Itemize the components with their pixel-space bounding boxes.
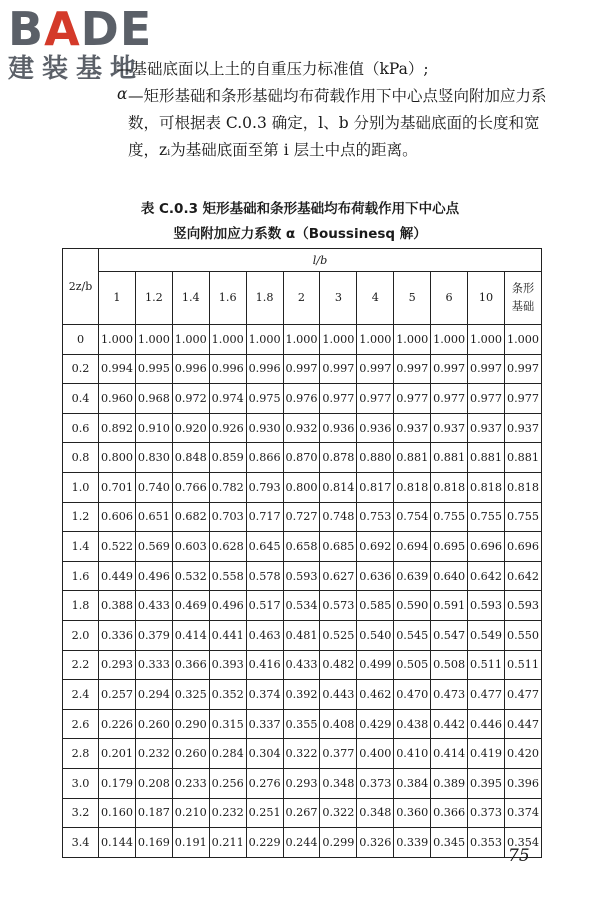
table-cell: 0.627 — [320, 561, 357, 591]
row-label: 2.0 — [63, 620, 99, 650]
table-cell: 0.257 — [99, 680, 136, 710]
table-cell: 0.639 — [394, 561, 431, 591]
table-cell: 0.818 — [504, 472, 541, 502]
table-cell: 0.755 — [504, 502, 541, 532]
table-cell: 0.294 — [135, 680, 172, 710]
column-header: 2 — [283, 272, 320, 325]
table-cell: 0.782 — [209, 472, 246, 502]
table-cell: 0.187 — [135, 798, 172, 828]
table-cell: 0.211 — [209, 828, 246, 858]
table-cell: 0.591 — [431, 591, 468, 621]
table-cell: 0.469 — [172, 591, 209, 621]
table-cell: 0.179 — [99, 768, 136, 798]
table-cell: 0.997 — [357, 354, 394, 384]
table-cell: 0.384 — [394, 768, 431, 798]
column-header: 6 — [431, 272, 468, 325]
row-label: 0.8 — [63, 443, 99, 473]
table-cell: 0.345 — [431, 828, 468, 858]
table-cell: 0.766 — [172, 472, 209, 502]
table-cell: 0.977 — [394, 384, 431, 414]
table-cell: 0.932 — [283, 413, 320, 443]
table-cell: 0.244 — [283, 828, 320, 858]
table-row — [63, 828, 542, 858]
table-cell: 0.977 — [504, 384, 541, 414]
table-cell: 0.373 — [357, 768, 394, 798]
table-cell: 0.817 — [357, 472, 394, 502]
table-cell: 0.522 — [99, 532, 136, 562]
table-cell: 0.642 — [468, 561, 505, 591]
table-row — [63, 502, 542, 532]
table-cell: 0.550 — [504, 620, 541, 650]
table-cell: 0.337 — [246, 709, 283, 739]
table-cell: 0.569 — [135, 532, 172, 562]
table-cell: 0.545 — [394, 620, 431, 650]
table-row — [63, 768, 542, 798]
stub-header: 2z/b — [63, 249, 99, 325]
table-cell: 0.408 — [320, 709, 357, 739]
symbol-alpha: α — [117, 85, 128, 103]
table-cell: 1.000 — [246, 325, 283, 355]
table-cell: 0.336 — [99, 620, 136, 650]
table-cell: 0.463 — [246, 620, 283, 650]
table-cell: 1.000 — [320, 325, 357, 355]
table-cell: 1.000 — [504, 325, 541, 355]
table-caption: 表 C.0.3 矩形基础和条形基础均布荷载作用下中心点 — [140, 201, 460, 217]
table-cell: 0.636 — [357, 561, 394, 591]
table-cell: 0.997 — [283, 354, 320, 384]
table-cell: 0.477 — [468, 680, 505, 710]
table-row — [63, 680, 542, 710]
table-row — [63, 561, 542, 591]
table-cell: 0.540 — [357, 620, 394, 650]
table-cell: 0.996 — [172, 354, 209, 384]
table-cell: 0.374 — [504, 798, 541, 828]
table-cell: 0.517 — [246, 591, 283, 621]
table-cell: 0.201 — [99, 739, 136, 769]
table-cell: 0.525 — [320, 620, 357, 650]
table-cell: 0.972 — [172, 384, 209, 414]
table-cell: 0.420 — [504, 739, 541, 769]
table-cell: 0.960 — [99, 384, 136, 414]
table-row — [63, 709, 542, 739]
table-cell: 0.859 — [209, 443, 246, 473]
table-cell: 0.994 — [99, 354, 136, 384]
table-cell: 0.414 — [431, 739, 468, 769]
row-label: 0.4 — [63, 384, 99, 414]
table-cell: 0.645 — [246, 532, 283, 562]
table-cell: 0.233 — [172, 768, 209, 798]
table-cell: 0.696 — [504, 532, 541, 562]
column-header: 1.2 — [135, 272, 172, 325]
table-cell: 1.000 — [357, 325, 394, 355]
table-row — [63, 650, 542, 680]
table-cell: 0.473 — [431, 680, 468, 710]
table-cell: 0.703 — [209, 502, 246, 532]
table-cell: 0.400 — [357, 739, 394, 769]
table-cell: 0.881 — [504, 443, 541, 473]
table-cell: 1.000 — [394, 325, 431, 355]
table-cell: 0.814 — [320, 472, 357, 502]
table-cell: 0.256 — [209, 768, 246, 798]
table-cell: 0.429 — [357, 709, 394, 739]
table-cell: 0.374 — [246, 680, 283, 710]
row-label: 3.0 — [63, 768, 99, 798]
row-label: 1.2 — [63, 502, 99, 532]
table-cell: 0.997 — [504, 354, 541, 384]
table-cell: 0.481 — [283, 620, 320, 650]
table-cell: 0.937 — [468, 413, 505, 443]
table-cell: 0.210 — [172, 798, 209, 828]
table-cell: 0.926 — [209, 413, 246, 443]
table-cell: 0.975 — [246, 384, 283, 414]
row-label: 2.8 — [63, 739, 99, 769]
row-label: 1.0 — [63, 472, 99, 502]
table-cell: 0.977 — [431, 384, 468, 414]
table-cell: 0.936 — [357, 413, 394, 443]
table-cell: 0.360 — [394, 798, 431, 828]
table-cell: 0.549 — [468, 620, 505, 650]
table-cell: 0.260 — [172, 739, 209, 769]
column-header: 4 — [357, 272, 394, 325]
table-cell: 0.692 — [357, 532, 394, 562]
row-label: 1.6 — [63, 561, 99, 591]
stress-coefficient-table — [62, 248, 542, 858]
table-row — [63, 798, 542, 828]
table-row — [63, 620, 542, 650]
definition-line-1: —基础底面以上土的自重压力标准值（kPa）; — [116, 60, 429, 78]
table-cell: 0.727 — [283, 502, 320, 532]
table-cell: 0.573 — [320, 591, 357, 621]
table-cell: 0.322 — [283, 739, 320, 769]
table-cell: 0.449 — [99, 561, 136, 591]
row-label: 0.6 — [63, 413, 99, 443]
table-cell: 0.701 — [99, 472, 136, 502]
table-cell: 0.694 — [394, 532, 431, 562]
column-header: 条形 基础 — [504, 272, 541, 325]
table-cell: 0.373 — [468, 798, 505, 828]
table-cell: 0.348 — [320, 768, 357, 798]
table-cell: 0.870 — [283, 443, 320, 473]
table-cell: 1.000 — [172, 325, 209, 355]
logo-wordmark: BADE — [8, 2, 153, 56]
column-header: 1.4 — [172, 272, 209, 325]
table-cell: 0.438 — [394, 709, 431, 739]
table-cell: 0.558 — [209, 561, 246, 591]
column-header: 3 — [320, 272, 357, 325]
table-cell: 0.393 — [209, 650, 246, 680]
table-row — [63, 739, 542, 769]
table-cell: 0.997 — [431, 354, 468, 384]
table-cell: 0.881 — [394, 443, 431, 473]
table-cell: 0.974 — [209, 384, 246, 414]
table-cell: 0.290 — [172, 709, 209, 739]
table-row — [63, 325, 542, 355]
table-cell: 1.000 — [135, 325, 172, 355]
table-cell: 0.441 — [209, 620, 246, 650]
table-cell: 0.977 — [357, 384, 394, 414]
table-cell: 0.416 — [246, 650, 283, 680]
table-row — [63, 384, 542, 414]
table-cell: 0.366 — [431, 798, 468, 828]
table-cell: 0.355 — [283, 709, 320, 739]
table-cell: 0.389 — [431, 768, 468, 798]
table-cell: 0.968 — [135, 384, 172, 414]
table-cell: 0.578 — [246, 561, 283, 591]
table-row — [63, 413, 542, 443]
table-cell: 0.755 — [468, 502, 505, 532]
table-cell: 1.000 — [468, 325, 505, 355]
table-cell: 0.930 — [246, 413, 283, 443]
table-cell: 0.547 — [431, 620, 468, 650]
row-label: 1.8 — [63, 591, 99, 621]
table-cell: 0.878 — [320, 443, 357, 473]
table-cell: 0.937 — [504, 413, 541, 443]
table-cell: 0.462 — [357, 680, 394, 710]
table-cell: 0.433 — [135, 591, 172, 621]
column-header: 1.6 — [209, 272, 246, 325]
row-label: 2.2 — [63, 650, 99, 680]
table-cell: 0.651 — [135, 502, 172, 532]
table-cell: 0.293 — [283, 768, 320, 798]
table-cell: 0.419 — [468, 739, 505, 769]
table-cell: 0.920 — [172, 413, 209, 443]
row-label: 1.4 — [63, 532, 99, 562]
table-cell: 0.304 — [246, 739, 283, 769]
table-cell: 0.881 — [431, 443, 468, 473]
table-cell: 0.353 — [468, 828, 505, 858]
table-cell: 0.499 — [357, 650, 394, 680]
table-cell: 0.830 — [135, 443, 172, 473]
page-number: 75 — [508, 846, 530, 866]
table-cell: 0.366 — [172, 650, 209, 680]
table-cell: 0.477 — [504, 680, 541, 710]
table-cell: 1.000 — [431, 325, 468, 355]
table-cell: 0.593 — [468, 591, 505, 621]
column-header: 1.8 — [246, 272, 283, 325]
table-cell: 0.642 — [504, 561, 541, 591]
table-cell: 0.603 — [172, 532, 209, 562]
table-cell: 0.881 — [468, 443, 505, 473]
row-label: 0 — [63, 325, 99, 355]
table-cell: 0.696 — [468, 532, 505, 562]
table-row — [63, 443, 542, 473]
table-subcaption: 竖向附加应力系数 α（Boussinesq 解） — [173, 226, 427, 242]
table-cell: 0.267 — [283, 798, 320, 828]
table-cell: 0.496 — [135, 561, 172, 591]
table-cell: 1.000 — [283, 325, 320, 355]
table-cell: 0.997 — [320, 354, 357, 384]
table-cell: 0.532 — [172, 561, 209, 591]
table-cell: 1.000 — [209, 325, 246, 355]
table-cell: 0.695 — [431, 532, 468, 562]
table-cell: 0.377 — [320, 739, 357, 769]
table-cell: 0.395 — [468, 768, 505, 798]
table-cell: 0.232 — [135, 739, 172, 769]
table-cell: 0.388 — [99, 591, 136, 621]
table-cell: 0.685 — [320, 532, 357, 562]
table-row — [63, 472, 542, 502]
table-cell: 0.748 — [320, 502, 357, 532]
table-cell: 0.511 — [504, 650, 541, 680]
table-cell: 0.800 — [99, 443, 136, 473]
table-cell: 0.229 — [246, 828, 283, 858]
table-cell: 0.682 — [172, 502, 209, 532]
table-cell: 0.606 — [99, 502, 136, 532]
table-cell: 0.818 — [468, 472, 505, 502]
table-cell: 0.447 — [504, 709, 541, 739]
table-cell: 0.866 — [246, 443, 283, 473]
table-cell: 0.284 — [209, 739, 246, 769]
row-label: 3.4 — [63, 828, 99, 858]
row-label: 2.6 — [63, 709, 99, 739]
table-row — [63, 591, 542, 621]
table-cell: 0.937 — [431, 413, 468, 443]
table-cell: 0.937 — [394, 413, 431, 443]
table-cell: 0.848 — [172, 443, 209, 473]
table-cell: 0.322 — [320, 798, 357, 828]
table-cell: 0.392 — [283, 680, 320, 710]
table-cell: 0.410 — [394, 739, 431, 769]
column-header: 5 — [394, 272, 431, 325]
table-cell: 0.936 — [320, 413, 357, 443]
table-cell: 0.818 — [431, 472, 468, 502]
column-header: 10 — [468, 272, 505, 325]
table-row — [63, 354, 542, 384]
table-cell: 0.508 — [431, 650, 468, 680]
table-cell: 0.496 — [209, 591, 246, 621]
table-cell: 0.740 — [135, 472, 172, 502]
table-cell: 0.717 — [246, 502, 283, 532]
table-cell: 0.433 — [283, 650, 320, 680]
table-cell: 0.160 — [99, 798, 136, 828]
table-row — [63, 532, 542, 562]
table-cell: 0.348 — [357, 798, 394, 828]
table-cell: 0.396 — [504, 768, 541, 798]
table-cell: 0.800 — [283, 472, 320, 502]
table-cell: 0.226 — [99, 709, 136, 739]
table-cell: 0.593 — [504, 591, 541, 621]
table-cell: 0.511 — [468, 650, 505, 680]
table-cell: 0.755 — [431, 502, 468, 532]
logo-subtitle: 建装基地 — [8, 54, 145, 84]
table-cell: 0.293 — [99, 650, 136, 680]
table-cell: 0.326 — [357, 828, 394, 858]
table-cell: 0.232 — [209, 798, 246, 828]
table-cell: 0.995 — [135, 354, 172, 384]
table-cell: 0.996 — [246, 354, 283, 384]
table-cell: 0.976 — [283, 384, 320, 414]
table-cell: 0.996 — [209, 354, 246, 384]
table-cell: 0.892 — [99, 413, 136, 443]
table-cell: 0.443 — [320, 680, 357, 710]
table-cell: 0.585 — [357, 591, 394, 621]
table-cell: 0.997 — [394, 354, 431, 384]
table-cell: 0.333 — [135, 650, 172, 680]
table-cell: 0.414 — [172, 620, 209, 650]
row-label: 0.2 — [63, 354, 99, 384]
table-cell: 0.505 — [394, 650, 431, 680]
table-cell: 0.208 — [135, 768, 172, 798]
table-cell: 0.793 — [246, 472, 283, 502]
table-cell: 0.977 — [468, 384, 505, 414]
table-cell: 0.628 — [209, 532, 246, 562]
table-cell: 0.593 — [283, 561, 320, 591]
table-cell: 0.251 — [246, 798, 283, 828]
table-cell: 0.299 — [320, 828, 357, 858]
table-cell: 0.818 — [394, 472, 431, 502]
table-cell: 0.910 — [135, 413, 172, 443]
table-cell: 0.977 — [320, 384, 357, 414]
table-cell: 0.442 — [431, 709, 468, 739]
table-cell: 0.379 — [135, 620, 172, 650]
table-cell: 0.260 — [135, 709, 172, 739]
table-cell: 1.000 — [99, 325, 136, 355]
definition-line-2: —矩形基础和条形基础均布荷载作用下中心点竖向附加应力系数，可根据表 C.0.3 确定，l、b 分别为基础底面的长度和宽度，zᵢ为基础底面至第 i 层土中点的距离。 — [128, 87, 547, 159]
table-cell: 0.169 — [135, 828, 172, 858]
table-cell: 0.754 — [394, 502, 431, 532]
table-cell: 0.470 — [394, 680, 431, 710]
table-cell: 0.276 — [246, 768, 283, 798]
row-label: 2.4 — [63, 680, 99, 710]
table-cell: 0.352 — [209, 680, 246, 710]
table-cell: 0.144 — [99, 828, 136, 858]
column-header: 1 — [99, 272, 136, 325]
table-cell: 0.482 — [320, 650, 357, 680]
table-cell: 0.325 — [172, 680, 209, 710]
table-cell: 0.315 — [209, 709, 246, 739]
table-cell: 0.590 — [394, 591, 431, 621]
table-cell: 0.446 — [468, 709, 505, 739]
table-cell: 0.753 — [357, 502, 394, 532]
table-cell: 0.339 — [394, 828, 431, 858]
table-cell: 0.354 — [504, 828, 541, 858]
row-label: 3.2 — [63, 798, 99, 828]
table-cell: 0.880 — [357, 443, 394, 473]
table-cell: 0.658 — [283, 532, 320, 562]
group-header: l/b — [99, 249, 542, 272]
table-cell: 0.640 — [431, 561, 468, 591]
body-text — [116, 56, 566, 164]
table-cell: 0.191 — [172, 828, 209, 858]
table-cell: 0.997 — [468, 354, 505, 384]
table-cell: 0.534 — [283, 591, 320, 621]
